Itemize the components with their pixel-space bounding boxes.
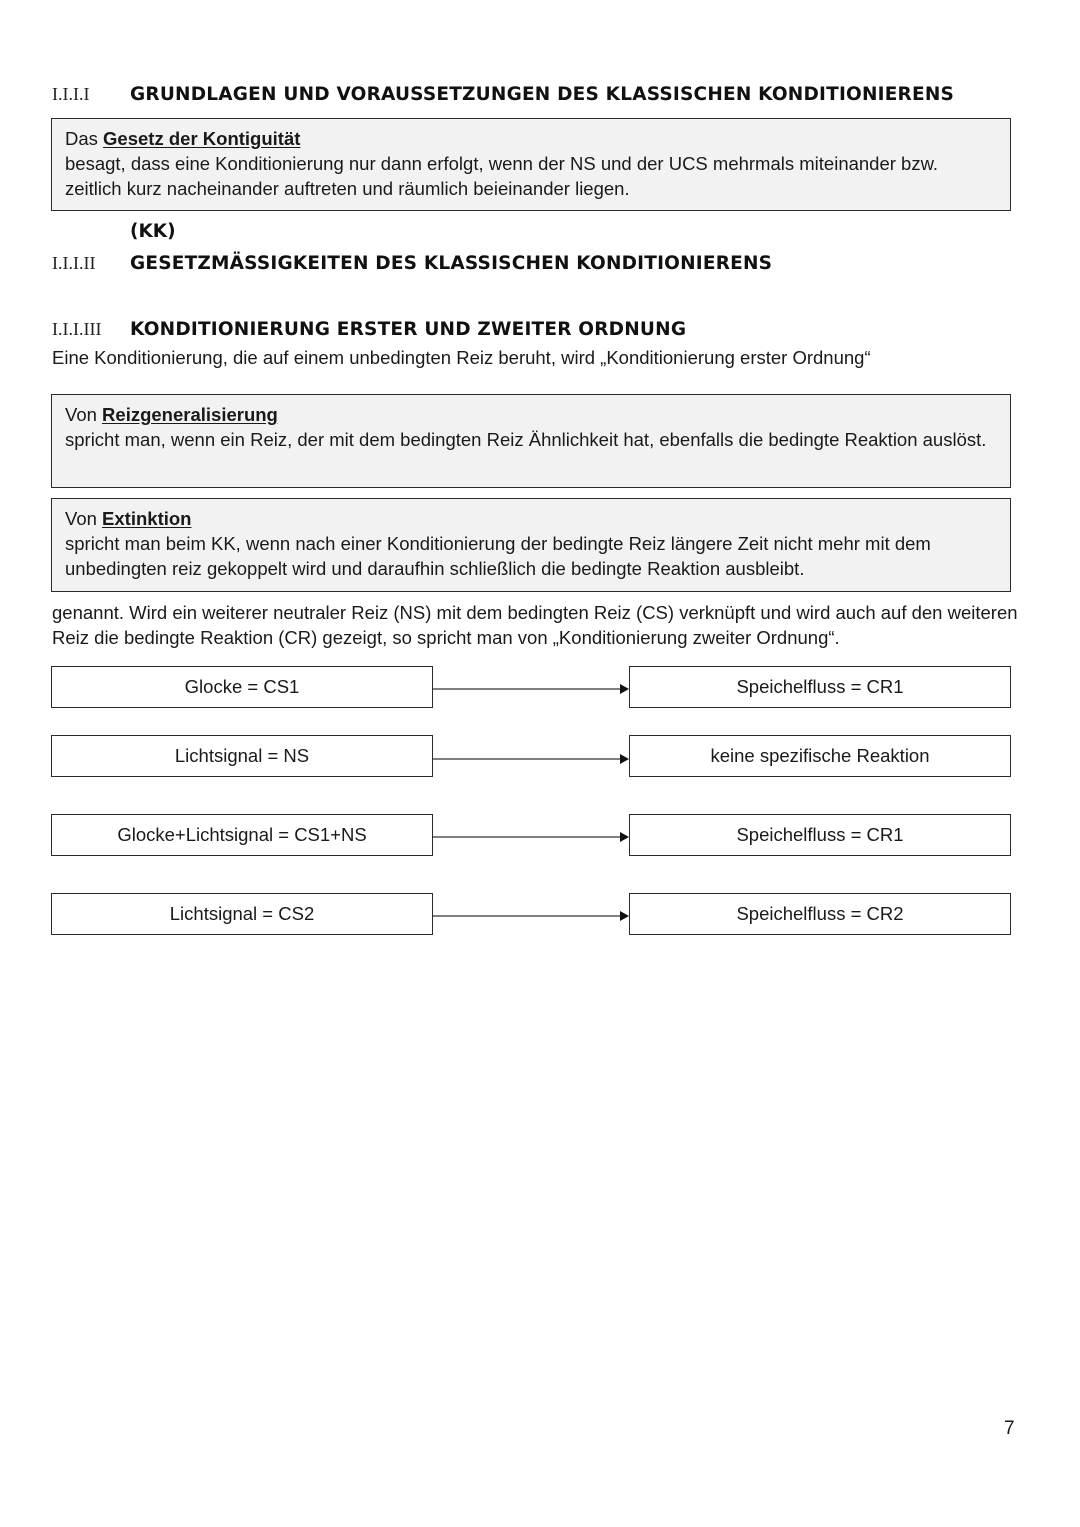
section-title: GESETZMÄSSIGKEITEN DES KLASSISCHEN KONDITIONIERENS bbox=[130, 253, 773, 274]
abbreviation-kk: (KK) bbox=[130, 221, 176, 242]
paragraph-first-order: Eine Konditionierung, die auf einem unbedingten Reiz beruht, wird „Konditionierung erster Ordnung“ bbox=[52, 347, 871, 368]
definition-text: besagt, dass eine Konditionierung nur dann erfolgt, wenn der NS und der UCS mehrmals miteinander bzw. zeitlich kurz nacheinander auftreten und räumlich beieinander liegen. bbox=[65, 153, 939, 199]
arrow-right-icon bbox=[433, 910, 629, 922]
response-box: Speichelfluss = CR1 bbox=[629, 666, 1011, 708]
definition-term: Extinktion bbox=[102, 508, 192, 529]
arrow-right-icon bbox=[433, 683, 629, 695]
definition-box-reizgeneralisierung bbox=[51, 394, 1011, 488]
definition-text: spricht man, wenn ein Reiz, der mit dem bedingten Reiz Ähnlichkeit hat, ebenfalls die bedingte Reaktion auslöst. bbox=[65, 429, 987, 450]
definition-box-kontiguitaet bbox=[51, 118, 1011, 211]
section-number: I.I.I.III bbox=[52, 319, 102, 339]
section-heading-konditionierung-ordnung bbox=[52, 319, 686, 340]
response-box: Speichelfluss = CR2 bbox=[629, 893, 1011, 935]
stimulus-box: Glocke = CS1 bbox=[51, 666, 433, 708]
stimulus-box: Lichtsignal = CS2 bbox=[51, 893, 433, 935]
section-number: I.I.I.I bbox=[52, 84, 90, 104]
section-heading-gesetzmaessigkeiten bbox=[52, 253, 772, 274]
definition-intro: Das bbox=[65, 128, 104, 149]
section-title: GRUNDLAGEN UND VORAUSSETZUNGEN DES KLASSISCHEN KONDITIONIERENS bbox=[130, 84, 955, 105]
page-number: 7 bbox=[1004, 1418, 1015, 1439]
arrow-right-icon bbox=[433, 831, 629, 843]
paragraph-second-order: genannt. Wird ein weiterer neutraler Reiz (NS) mit dem bedingten Reiz (CS) verknüpft und wird auch auf den weiteren Reiz die bedingte Reaktion (CR) gezeigt, so spricht man von „Konditionierung zweiter Ordnung“. bbox=[52, 602, 1018, 648]
section-heading-grundlagen bbox=[52, 84, 954, 105]
stimulus-box: Lichtsignal = NS bbox=[51, 735, 433, 777]
definition-term: Reizgeneralisierung bbox=[102, 404, 278, 425]
response-box: Speichelfluss = CR1 bbox=[629, 814, 1011, 856]
definition-text: spricht man beim KK, wenn nach einer Konditionierung der bedingte Reiz längere Zeit nicht mehr mit dem unbedingten reiz gekoppelt wird und daraufhin schließlich die bedingte Reaktion ausbleibt. bbox=[65, 533, 931, 579]
arrow-right-icon bbox=[433, 753, 629, 765]
section-title: KONDITIONIERUNG ERSTER UND ZWEITER ORDNUNG bbox=[130, 319, 687, 340]
definition-intro: Von bbox=[65, 404, 103, 425]
stimulus-box: Glocke+Lichtsignal = CS1+NS bbox=[51, 814, 433, 856]
section-number: I.I.I.II bbox=[52, 253, 96, 273]
definition-term: Gesetz der Kontiguität bbox=[103, 128, 301, 149]
definition-intro: Von bbox=[65, 508, 103, 529]
response-box: keine spezifische Reaktion bbox=[629, 735, 1011, 777]
definition-box-extinktion bbox=[51, 498, 1011, 592]
